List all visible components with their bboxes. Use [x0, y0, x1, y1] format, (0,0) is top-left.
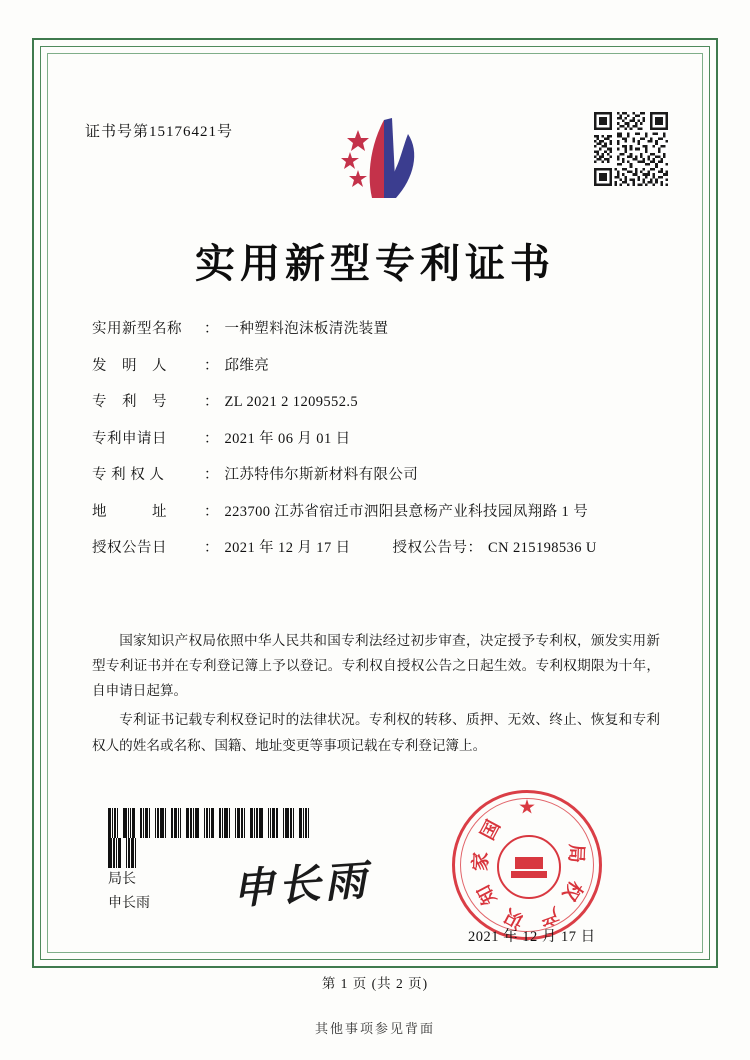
barcode: [108, 808, 318, 838]
seal-character: 产: [536, 902, 562, 929]
field-label-inventor: 发 明 人: [92, 357, 167, 374]
seal-character: 权: [557, 876, 586, 905]
certificate-fields: [92, 322, 662, 578]
legal-paragraph-2: 专利证书记载专利权登记时的法律状况。专利权的转移、质押、无效、终止、恢复和专利权人的姓名或名称、国籍、地址变更等事项记载在专利登记簿上。: [92, 712, 660, 753]
seal-character: 局: [564, 843, 587, 864]
legal-text-block: [92, 628, 660, 762]
field-colon: ：: [204, 503, 219, 520]
frame-corner-bottom-left: [32, 922, 78, 968]
field-label-grant-date: 授权公告日: [92, 540, 167, 556]
seal-date: 2021 年 12 月 17 日: [468, 929, 596, 945]
field-label-patent-number: 专 利 号: [92, 394, 167, 410]
field-value-patent-number: ZL 2021 2 1209552.5: [224, 394, 359, 410]
field-colon: ：: [204, 430, 219, 447]
field-label-patentee: 专 利 权 人: [92, 467, 165, 483]
legal-paragraph-1: 国家知识产权局依照中华人民共和国专利法经过初步审查，决定授予专利权，颁发实用新型专利证书并在专利登记簿上予以登记。专利权自授权公告之日起生效。专利权期限为十年，自申请日起算。: [92, 633, 660, 699]
signature-labels: [108, 868, 150, 916]
field-row-address: [92, 505, 662, 520]
seal-character: 识: [501, 903, 528, 932]
field-label-utility-model-name: 实用新型名称: [92, 321, 182, 337]
field-row-inventor: [92, 359, 662, 374]
field-value-grant-number: CN 215198536 U: [488, 540, 597, 556]
field-value-inventor: 邱维亮: [224, 357, 270, 374]
page-indicator: 第 1 页 (共 2 页): [321, 976, 429, 991]
seal-character: 家: [470, 851, 493, 872]
field-row-patent-number: [92, 395, 662, 410]
official-seal: [452, 790, 602, 940]
field-value-patentee: 江苏特伟尔斯新材料有限公司: [224, 467, 419, 483]
seal-character: 知: [473, 881, 502, 908]
field-colon: ：: [467, 540, 483, 556]
field-row-utility-model-name: [92, 322, 662, 337]
qr-code-icon: [594, 112, 668, 186]
seal-character: 国: [477, 817, 506, 844]
certificate-number: 证书号第15176421号: [85, 124, 234, 140]
field-label-grant-number: 授权公告号: [392, 540, 468, 556]
director-name-label: 申长雨: [108, 895, 150, 911]
handwritten-signature: 申长雨: [230, 855, 372, 914]
field-colon: ：: [204, 357, 219, 374]
field-row-grant: [92, 541, 662, 556]
field-value-address: 223700 江苏省宿迁市泗阳县意杨产业科技园凤翔路 1 号: [224, 503, 589, 520]
field-value-application-date: 2021 年 06 月 01 日: [224, 430, 351, 447]
field-value-grant-date: 2021 年 12 月 17 日: [224, 540, 351, 556]
field-row-application-date: [92, 432, 662, 447]
back-side-note: 其他事项参见背面: [314, 1021, 435, 1036]
seal-emblem-icon: [497, 835, 561, 899]
frame-corner-bottom-right: [672, 922, 718, 968]
frame-corner-top-right: [672, 38, 718, 84]
director-title-label: 局长: [108, 872, 136, 887]
field-row-patentee: [92, 468, 662, 483]
field-colon: ：: [204, 394, 219, 410]
page-title: 实用新型专利证书: [195, 241, 555, 286]
field-label-application-date: 专利申请日: [92, 430, 167, 447]
patent-office-logo-icon: [322, 108, 432, 208]
field-label-address: 地 址: [92, 503, 167, 520]
field-colon: ：: [204, 540, 219, 556]
frame-corner-top-left: [32, 38, 78, 84]
field-colon: ：: [204, 467, 219, 483]
field-colon: ：: [204, 321, 219, 337]
field-value-utility-model-name: 一种塑料泡沫板清洗装置: [224, 321, 389, 337]
